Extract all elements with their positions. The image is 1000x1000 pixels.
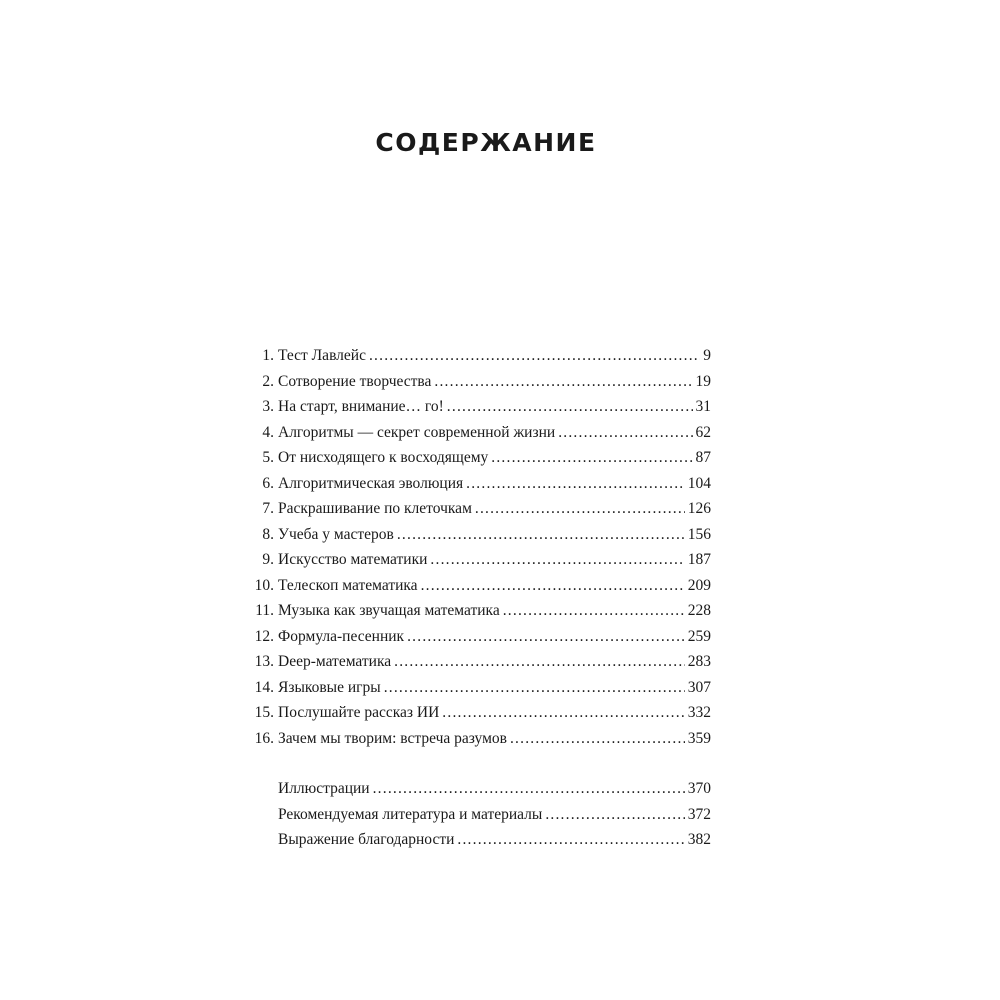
page-number: 370 (687, 780, 711, 797)
toc-entry (246, 424, 711, 450)
page-title: СОДЕРЖАНИЕ (375, 128, 597, 157)
toc-entry (246, 806, 711, 832)
chapter-number: 3. (262, 398, 274, 415)
dot-leader (442, 704, 684, 722)
toc-entry (246, 373, 711, 399)
chapter-number: 11. (255, 602, 274, 619)
dot-leader (466, 475, 685, 493)
toc-entry (246, 398, 711, 424)
toc-entry (246, 831, 711, 857)
dot-leader (369, 347, 700, 365)
toc-back-matter-list (246, 780, 711, 857)
chapter-number: 15. (254, 704, 274, 721)
toc-entry (246, 577, 711, 603)
chapter-number: 9. (262, 551, 274, 568)
dot-leader (421, 577, 685, 595)
chapter-number: 6. (262, 474, 274, 492)
chapter-title: Сотворение творчества (278, 372, 432, 390)
dot-leader (510, 730, 685, 748)
dot-leader (545, 806, 684, 824)
chapter-number: 14. (254, 678, 274, 696)
dot-leader (447, 398, 693, 416)
chapter-title: Раскрашивание по клеточкам (278, 500, 472, 517)
toc-entry (246, 679, 711, 705)
toc-entry (246, 780, 711, 806)
chapter-title: Музыка как звучащая математика (278, 602, 500, 619)
toc-entry (246, 653, 711, 679)
toc-chapter-list (246, 347, 711, 755)
dot-leader (558, 424, 692, 442)
chapter-number: 8. (262, 525, 274, 543)
toc-entry (246, 551, 711, 577)
chapter-number: 1. (262, 347, 274, 364)
toc-entry (246, 449, 711, 475)
page-number: 156 (687, 525, 711, 543)
page-number: 382 (687, 831, 711, 848)
page-number: 126 (687, 500, 711, 517)
back-matter-title: Иллюстрации (278, 780, 370, 797)
chapter-title: Телескоп математика (278, 576, 418, 594)
page-number: 31 (695, 398, 711, 415)
back-matter-title: Рекомендуемая литература и материалы (278, 805, 543, 823)
toc-entry (246, 628, 711, 654)
chapter-title: От нисходящего к восходящему (278, 449, 489, 466)
dot-leader (503, 602, 685, 620)
page-number: 259 (687, 627, 711, 645)
chapter-number: 5. (262, 449, 274, 466)
back-matter-title: Выражение благодарности (278, 831, 455, 848)
page-number: 87 (695, 449, 711, 466)
chapter-number: 4. (262, 423, 274, 441)
page-number: 209 (687, 576, 711, 594)
dot-leader (397, 526, 685, 544)
dot-leader (475, 500, 685, 518)
chapter-number: 13. (254, 653, 274, 670)
page-number: 307 (687, 678, 711, 696)
page-number: 372 (687, 805, 711, 823)
toc-entry (246, 347, 711, 373)
dot-leader (407, 628, 685, 646)
toc-entry (246, 602, 711, 628)
dot-leader (430, 551, 684, 569)
toc-entry (246, 526, 711, 552)
page-number: 228 (687, 602, 711, 619)
dot-leader (373, 780, 685, 798)
page-number: 104 (687, 474, 711, 492)
chapter-number: 12. (254, 627, 274, 645)
page-number: 19 (695, 372, 711, 390)
chapter-number: 10. (254, 576, 274, 594)
chapter-title: Алгоритмы — секрет современной жизни (278, 423, 556, 441)
chapter-title: Искусство математики (278, 551, 428, 568)
toc-entry (246, 500, 711, 526)
toc-entry (246, 704, 711, 730)
chapter-number: 16. (254, 729, 274, 747)
chapter-title: На старт, внимание… го! (278, 398, 444, 415)
dot-leader (491, 449, 692, 467)
dot-leader (457, 831, 684, 849)
page-number: 187 (687, 551, 711, 568)
page-number: 332 (687, 704, 711, 721)
chapter-title: Учеба у мастеров (278, 525, 394, 543)
page-number: 62 (695, 423, 711, 441)
page-number: 9 (703, 347, 711, 364)
chapter-title: Алгоритмическая эволюция (278, 474, 464, 492)
chapter-number: 2. (262, 372, 274, 390)
chapter-title: Deep-математика (278, 653, 392, 670)
chapter-number: 7. (262, 500, 274, 517)
page-number: 283 (687, 653, 711, 670)
toc-entry (246, 730, 711, 756)
toc-entry (246, 475, 711, 501)
chapter-title: Формула-песенник (278, 627, 405, 645)
chapter-title: Зачем мы творим: встреча разумов (278, 729, 507, 747)
dot-leader (394, 653, 685, 671)
chapter-title: Тест Лавлейс (278, 347, 366, 364)
dot-leader (434, 373, 692, 391)
page-number: 359 (687, 729, 711, 747)
dot-leader (384, 679, 685, 697)
chapter-title: Языковые игры (278, 678, 381, 696)
chapter-title: Послушайте рассказ ИИ (278, 704, 440, 721)
